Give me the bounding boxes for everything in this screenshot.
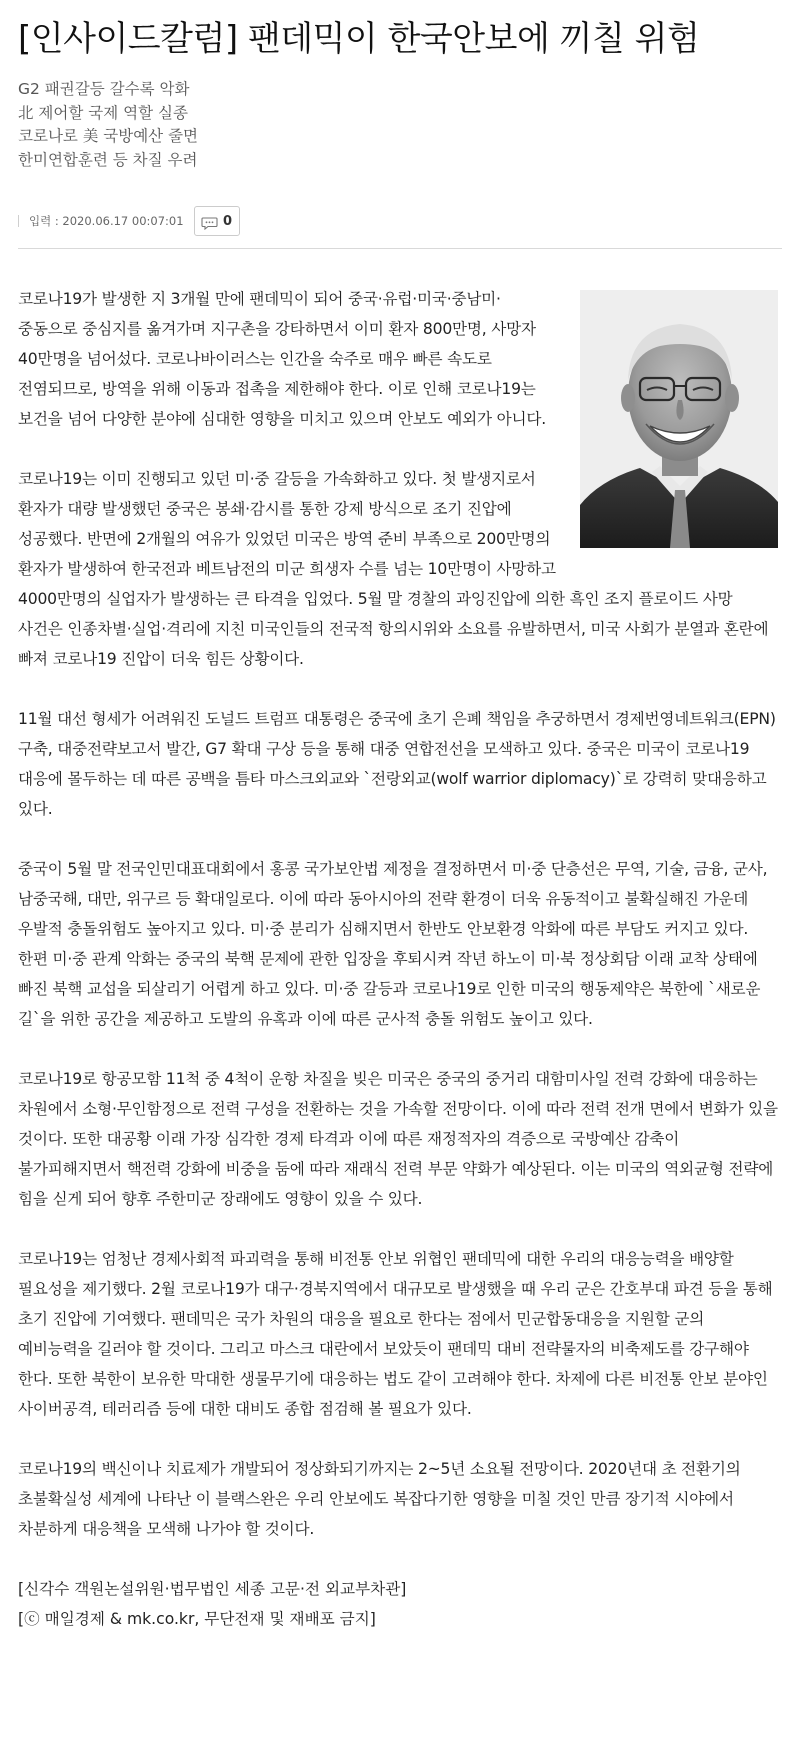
article-paragraph: 코로나19가 발생한 지 3개월 만에 팬데믹이 되어 중국·유럽·미국·중남미·중동으로 중심지를 옮겨가며 지구촌을 강타하면서 이미 환자 800만명, 사망자 40만명을 넘어섰다. 코로나바이러스는 인간을 숙주로 매우 빠른 속도로 전염되므로, 방역을 위해 이동과 접촉을 제한해야 한다. 이로 인해 코로나19는 보건을 넘어 다양한 분야에 심대한 영향을 미치고 있으며 안보도 예외가 아니다.: [18, 290, 546, 428]
subtitle-line: 한미연합훈련 등 차질 우려: [18, 150, 198, 169]
input-date: 입력 : 2020.06.17 00:07:01: [29, 214, 184, 228]
portrait-illustration: [580, 290, 778, 548]
meta-divider: [18, 215, 19, 227]
speech-bubble-icon: [201, 215, 218, 228]
article-paragraph: 코로나19로 항공모함 11척 중 4척이 운항 차질을 빚은 미국은 중국의 중거리 대함미사일 전력 강화에 대응하는 차원에서 소형·무인함정으로 전력 구성을 전환하는 것을 가속할 전망이다. 이에 따라 전력 전개 면에서 변화가 있을 것이다. 또한 대공황 이래 가장 심각한 경제 타격과 이에 따른 재정적자의 격증으로 국방예산 감축이 불가피해지면서 핵전력 강화에 비중을 둠에 따라 재래식 전력 부문 약화가 예상된다. 이는 미국의 역외균형 전략에 힘을 싣게 되어 향후 주한미군 장래에도 영향이 있을 수 있다.: [18, 1070, 778, 1208]
article-paragraph: 11월 대선 형세가 어려워진 도널드 트럼프 대통령은 중국에 초기 은폐 책임을 추궁하면서 경제번영네트워크(EPN) 구축, 대중전략보고서 발간, G7 확대 구상 등을 통해 대중 연합전선을 모색하고 있다. 중국은 미국이 코로나19 대응에 몰두하는 데 따른 공백을 틈타 마스크외교와 `전랑외교(wolf warrior diplomacy)`로 강력히 맞대응하고 있다.: [18, 710, 776, 818]
article-body: [18, 284, 778, 1634]
subtitle-line: 北 제어할 국제 역할 실종: [18, 103, 188, 122]
article-title: [인사이드칼럼] 팬데믹이 한국안보에 끼칠 위험: [18, 19, 700, 59]
article-meta: [18, 206, 240, 236]
author-byline: [신각수 객원논설위원·법무법인 세종 고문·전 외교부차관]: [18, 1580, 407, 1598]
article-subtitles: [18, 78, 418, 172]
header-divider: [18, 248, 782, 249]
subtitle-line: 코로나로 美 국방예산 줄면: [18, 127, 199, 146]
author-portrait-photo: [580, 290, 778, 548]
subtitle-line: G2 패권갈등 갈수록 악화: [18, 80, 190, 98]
article-paragraph: 코로나19는 이미 진행되고 있던 미·중 갈등을 가속화하고 있다. 첫 발생지로서 환자가 대량 발생했던 중국은 봉쇄·감시를 통한 강제 방식으로 조기 진압에 성공했다. 반면에 2개월의 여유가 있었던 미국은 방역 준비 부족으로 200만명의 환자가 발생하여 한국전과 베트남전의 미군 희생자 수를 넘는 10만명이 사망하고 4000만명의 실업자가 발생하는 큰 타격을 입었다. 5월 말 경찰의 과잉진압에 의한 흑인 조지 플로이드 사망 사건은 인종차별·실업·격리에 지친 미국인들의 전국적 항의시위와 소요를 유발하면서, 미국 사회가 분열과 혼란에 빠져 코로나19 진압이 더욱 힘든 상황이다.: [18, 470, 769, 668]
comment-count: 0: [223, 213, 233, 229]
copyright-notice: [ⓒ 매일경제 & mk.co.kr, 무단전재 및 재배포 금지]: [18, 1610, 376, 1628]
article-paragraph: 코로나19의 백신이나 치료제가 개발되어 정상화되기까지는 2~5년 소요될 전망이다. 2020년대 초 전환기의 초불확실성 세계에 나타난 이 블랙스완은 우리 안보에도 복잡다기한 영향을 미칠 것인 만큼 장기적 시야에서 차분하게 대응책을 모색해 나가야 할 것이다.: [18, 1460, 741, 1538]
article-paragraph: 코로나19는 엄청난 경제사회적 파괴력을 통해 비전통 안보 위협인 팬데믹에 대한 우리의 대응능력을 배양할 필요성을 제기했다. 2월 코로나19가 대구·경북지역에서 대규모로 발생했을 때 우리 군은 간호부대 파견 등을 통해 초기 진압에 기여했다. 팬데믹은 국가 차원의 대응을 필요로 한다는 점에서 민군합동대응을 지원할 군의 예비능력을 길러야 할 것이다. 그리고 마스크 대란에서 보았듯이 팬데믹 대비 전략물자의 비축제도를 강구해야 한다. 또한 북한이 보유한 막대한 생물무기에 대응하는 법도 같이 고려해야 한다. 차제에 다른 비전통 안보 분야인 사이버공격, 테러리즘 등에 대한 대비도 종합 점검해 볼 필요가 있다.: [18, 1250, 773, 1418]
comment-button[interactable]: [194, 206, 240, 236]
article-paragraph: 중국이 5월 말 전국인민대표대회에서 홍콩 국가보안법 제정을 결정하면서 미·중 단층선은 무역, 기술, 금융, 군사, 남중국해, 대만, 위구르 등 확대일로다. 이에 따라 동아시아의 전략 환경이 더욱 유동적이고 불확실해진 가운데 우발적 충돌위험도 높아지고 있다. 미·중 분리가 심해지면서 한반도 안보환경 악화에 따른 부담도 커지고 있다. 한편 미·중 관계 악화는 중국의 북핵 문제에 관한 입장을 후퇴시켜 작년 하노이 미·북 정상회담 이래 교착 상태에 빠진 북핵 교섭을 되살리기 어렵게 하고 있다. 미·중 갈등과 코로나19로 인한 미국의 행동제약은 북한에 `새로운 길`을 위한 공간을 제공하고 도발의 유혹과 이에 따른 군사적 충돌 위험도 높이고 있다.: [18, 860, 768, 1028]
